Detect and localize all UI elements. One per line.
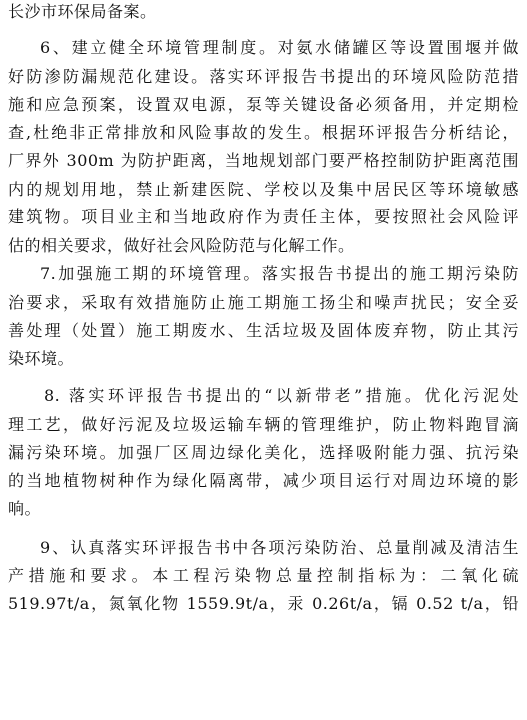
text-line: 估的相关要求，做好社会风险防范与化解工作。 (8, 236, 355, 255)
text-line: 7.加强施工期的环境管理。落实报告书提出的施工期污染防 (40, 264, 519, 283)
text-line: 好防渗防漏规范化建设。落实环评报告书提出的环境风险防范措 (8, 67, 519, 86)
text-line: 519.97t/a，氮氧化物 1559.9t/a，汞 0.26t/a，镉 0.52 t/a，铅 (8, 594, 519, 613)
text-line: 的当地植物树种作为绿化隔离带，减少项目运行对周边环境的影 (8, 471, 519, 490)
text-line: 厂界外 300m 为防护距离，当地规划部门要严格控制防护距离范围 (8, 151, 519, 170)
text-line: 漏污染环境。加强厂区周边绿化美化，选择吸附能力强、抗污染 (8, 443, 519, 462)
text-line: 8. 落实环评报告书提出的“以新带老”措施。优化污泥处 (44, 386, 519, 405)
text-line: 产措施和要求。本工程污染物总量控制指标为：二氧化硫 (8, 566, 519, 585)
text-line: 施和应急预案，设置双电源，泵等关键设备必须备用，并定期检 (8, 95, 519, 114)
text-line: 长沙市环保局备案。 (8, 2, 157, 21)
text-line: 响。 (8, 499, 42, 518)
text-line: 建筑物。项目业主和当地政府作为责任主体，要按照社会风险评 (8, 207, 519, 226)
text-line: 9、认真落实环评报告书中各项污染防治、总量削减及清洁生 (40, 538, 519, 557)
text-line: 治要求，采取有效措施防止施工期施工扬尘和噪声扰民；安全妥 (8, 293, 519, 312)
text-line: 查,杜绝非正常排放和风险事故的发生。根据环评报告分析结论， (8, 123, 519, 142)
text-line: 6、建立健全环境管理制度。对氨水储罐区等设置围堰并做 (40, 38, 519, 57)
text-line: 理工艺，做好污泥及垃圾运输车辆的管理维护，防止物料跑冒滴 (8, 415, 519, 434)
text-line: 内的规划用地，禁止新建医院、学校以及集中居民区等环境敏感 (8, 180, 519, 199)
text-line: 善处理（处置）施工期废水、生活垃圾及固体废弃物，防止其污 (8, 321, 519, 340)
text-line: 染环境。 (8, 349, 75, 368)
